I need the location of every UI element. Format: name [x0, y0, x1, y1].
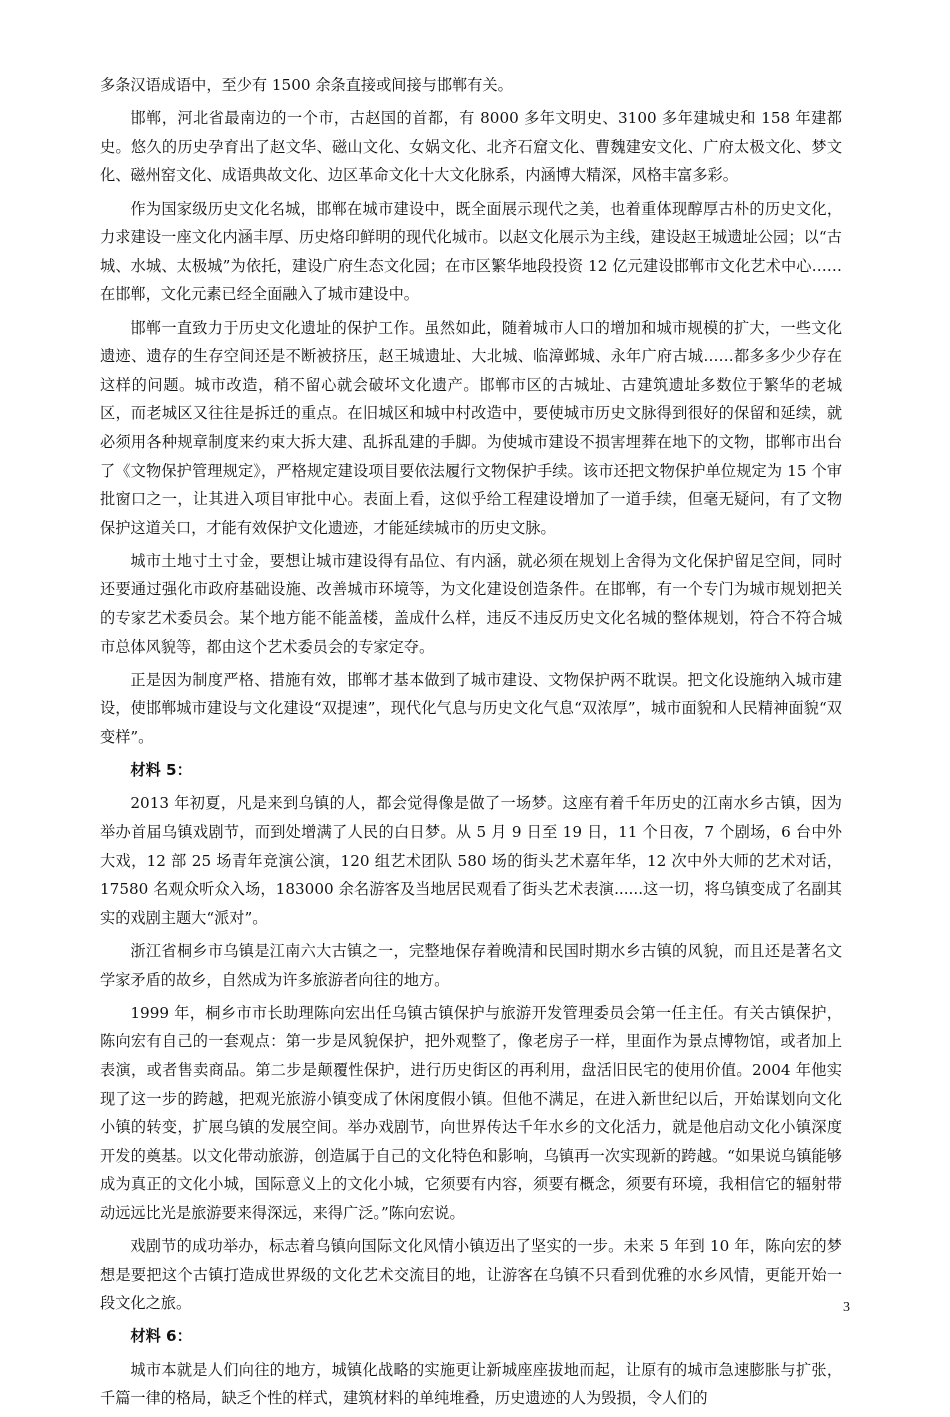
- document-page: [100, 71, 842, 1417]
- paragraph-3: 作为国家级历史文化名城，邯郸在城市建设中，既全面展示现代之美，也着重体现醇厚古朴的历史文化，力求建设一座文化内涵丰厚、历史烙印鲜明的现代化城市。以赵文化展示为主线，建设赵王城遗址公园；以“古城、水城、太极城”为依托，建设广府生态文化园；在市区繁华地段投资 12 亿元建设邯郸市文化艺术中心……在邯郸，文化元素已经全面融入了城市建设中。: [100, 199, 842, 304]
- page-number: 3: [843, 1300, 850, 1315]
- paragraph-6: 正是因为制度严格、措施有效，邯郸才基本做到了城市建设、文物保护两不耽误。把文化设施纳入城市建设，使邯郸城市建设与文化建设“双提速”，现代化气息与历史文化气息“双浓厚”，城市面貌和人民精神面貌“双变样”。: [100, 670, 842, 747]
- material-5-paragraph-4: 戏剧节的成功举办，标志着乌镇向国际文化风情小镇迈出了坚实的一步。未来 5 年到 10 年，陈向宏的梦想是要把这个古镇打造成世界级的文化艺术交流目的地，让游客在乌镇不只看到优雅的水乡风情，更能开始一段文化之旅。: [100, 1237, 842, 1313]
- paragraph-4: 邯郸一直致力于历史文化遗址的保护工作。虽然如此，随着城市人口的增加和城市规模的扩大，一些文化遗迹、遗存的生存空间还是不断被挤压，赵王城遗址、大北城、临漳邺城、永年广府古城……都多多少少存在这样的问题。城市改造，稍不留心就会破坏文化遗产。邯郸市区的古城址、古建筑遗址多数位于繁华的老城区，而老城区又往往是拆迁的重点。在旧城区和城中村改造中，要使城市历史文脉得到很好的保留和延续，就必须用各种规章制度来约束大拆大建、乱拆乱建的手脚。为使城市建设不损害埋葬在地下的文物，邯郸市出台了《文物保护管理规定》，严格规定建设项目要依法履行文物保护手续。该市还把文物保护单位规定为 15 个审批窗口之一，让其进入项目审批中心。表面上看，这似乎给工程建设增加了一道手续，但毫无疑问，有了文物保护这道关口，才能有效保护文化遗迹，才能延续城市的历史文脉。: [100, 318, 842, 537]
- paragraph-1: 多条汉语成语中，至少有 1500 余条直接或间接与邯郸有关。: [100, 76, 513, 94]
- material-5-heading: 材料 5：: [130, 761, 192, 780]
- material-6-heading: 材料 6：: [130, 1327, 192, 1346]
- paragraph-2: 邯郸，河北省最南边的一个市，古赵国的首都，有 8000 多年文明史、3100 多年建城史和 158 年建都史。悠久的历史孕育出了赵文华、磁山文化、女娲文化、北齐石窟文化、曹魏建安文化、广府太极文化、梦文化、磁州窑文化、成语典故文化、边区革命文化十大文化脉系，内涵博大精深，风格丰富多彩。: [100, 109, 842, 185]
- material-5-paragraph-1: 2013 年初夏，凡是来到乌镇的人，都会觉得像是做了一场梦。这座有着千年历史的江南水乡古镇，因为举办首届乌镇戏剧节，而到处增满了人民的白日梦。从 5 月 9 日至 19 日，11 个日夜，7 个剧场，6 台中外大戏，12 部 25 场青年竞演公演，120 组艺术团队 580 场的街头艺术嘉年华，12 次中外大师的艺术对话，17580 名观众听众入场，183000 余名游客及当地居民观看了街头艺术表演......这一切，将乌镇变成了名副其实的戏剧主题大“派对”。: [100, 794, 842, 927]
- paragraph-5: 城市土地寸土寸金，要想让城市建设得有品位、有内涵，就必须在规划上舍得为文化保护留足空间，同时还要通过强化市政府基础设施、改善城市环境等，为文化建设创造条件。在邯郸，有一个专门为城市规划把关的专家艺术委员会。某个地方能不能盖楼，盖成什么样，违反不违反历史文化名城的整体规划，符合不符合城市总体风貌等，都由这个艺术委员会的专家定夺。: [100, 551, 842, 656]
- material-6-paragraph-1: 城市本就是人们向往的地方，城镇化战略的实施更让新城座座拔地而起，让原有的城市急速膨胀与扩张，千篇一律的格局，缺乏个性的样式，建筑材料的单纯堆叠，历史遗迹的人为毁损，令人们的: [100, 1360, 842, 1408]
- material-5-paragraph-3: 1999 年，桐乡市市长助理陈向宏出任乌镇古镇保护与旅游开发管理委员会第一任主任。有关古镇保护，陈向宏有自己的一套观点：第一步是风貌保护，把外观整了，像老房子一样，里面作为景点博物馆，或者加上表演，或者售卖商品。第二步是颠覆性保护，进行历史街区的再利用，盘活旧民宅的使用价值。2004 年他实现了这一步的跨越，把观光旅游小镇变成了休闲度假小镇。但他不满足，在进入新世纪以后，开始谋划向文化小镇的转变，扩展乌镇的发展空间。举办戏剧节，向世界传达千年水乡的文化活力，就是他启动文化小镇深度开发的奠基。以文化带动旅游，创造属于自己的文化特色和影响，乌镇再一次实现新的跨越。“如果说乌镇能够成为真正的文化小城，国际意义上的文化小城，它须要有内容，须要有概念，须要有环境，我相信它的辐射带动远远比光是旅游要来得深远，来得广泛。”陈向宏说。: [100, 1003, 842, 1222]
- material-5-paragraph-2: 浙江省桐乡市乌镇是江南六大古镇之一，完整地保存着晚清和民国时期水乡古镇的风貌，而且还是著名文学家矛盾的故乡，自然成为许多旅游者向往的地方。: [100, 941, 842, 989]
